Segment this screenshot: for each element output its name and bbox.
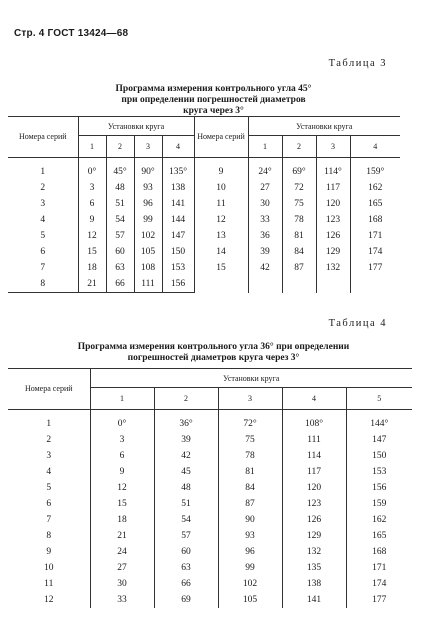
cell-value: 174 (350, 244, 400, 260)
series-number: 4 (46, 467, 52, 477)
cell-value: 36° (154, 410, 218, 433)
cell-value: 51 (106, 196, 134, 212)
table-row (8, 180, 400, 196)
table-row (8, 464, 412, 480)
cell-value: 96 (134, 196, 162, 212)
cell-value: 165 (350, 196, 400, 212)
series-number: 7 (40, 263, 46, 273)
cell-value: 141 (162, 196, 194, 212)
cell-value: 27 (248, 180, 282, 196)
cell-value: 60 (106, 244, 134, 260)
cell-value: 171 (346, 560, 412, 576)
cell-value: 162 (346, 512, 412, 528)
cell-value: 147 (162, 228, 194, 244)
cell-value: 171 (350, 228, 400, 244)
cell-value: 129 (282, 528, 346, 544)
cell-value: 144° (346, 410, 412, 433)
cell-value: 126 (282, 512, 346, 528)
cell-value: 45° (106, 158, 134, 181)
table3-caption-line: круга через 3° (183, 106, 244, 116)
series-number (194, 276, 248, 293)
cell-value: 6 (90, 448, 154, 464)
cell-value: 84 (218, 480, 282, 496)
cell-value: 54 (106, 212, 134, 228)
cell-value: 135 (282, 560, 346, 576)
cell-value: 48 (154, 480, 218, 496)
page-header: Стр. 4 ГОСТ 13424—68 (14, 28, 129, 39)
table-row (8, 544, 412, 560)
series-number: 5 (40, 231, 46, 241)
cell-value: 153 (162, 260, 194, 276)
series-number: 7 (46, 515, 52, 525)
cell-value: 150 (162, 244, 194, 260)
table4-caption (0, 342, 427, 364)
cell-value: 63 (154, 560, 218, 576)
cell-value: 69 (154, 592, 218, 608)
table3-subcol: 2 (282, 136, 316, 158)
cell-value: 141 (282, 592, 346, 608)
series-number: 2 (40, 183, 46, 193)
table3-subcol: 1 (248, 136, 282, 158)
table-row (8, 560, 412, 576)
series-number: 8 (46, 531, 52, 541)
cell-value: 150 (346, 448, 412, 464)
table-row (8, 480, 412, 496)
cell-value: 18 (90, 512, 154, 528)
cell-value: 111 (282, 432, 346, 448)
cell-value: 42 (248, 260, 282, 276)
cell-value: 162 (350, 180, 400, 196)
table3-group-header: Установки круга (78, 117, 194, 136)
cell-value: 12 (90, 480, 154, 496)
series-number: 10 (44, 563, 54, 573)
table-row (8, 212, 400, 228)
table4-caption-line: погрешностей диаметров круга через 3° (127, 353, 300, 363)
table-row (8, 448, 412, 464)
cell-value: 66 (106, 276, 134, 293)
table4-caption-line: Программа измерения контрольного угла 36° при определении (77, 342, 350, 352)
cell-value: 108° (282, 410, 346, 433)
cell-value: 159° (350, 158, 400, 181)
table3-subcol: 3 (316, 136, 350, 158)
cell-value: 21 (78, 276, 106, 293)
cell-value: 3 (90, 432, 154, 448)
series-number: 12 (44, 595, 54, 605)
series-number: 3 (46, 451, 52, 461)
table4-label: Таблица 4 (328, 318, 387, 329)
table3-label: Таблица 3 (328, 58, 387, 69)
series-number: 6 (40, 247, 46, 257)
cell-value: 99 (134, 212, 162, 228)
table-row (8, 576, 412, 592)
table-row (8, 276, 400, 293)
table-row (8, 228, 400, 244)
cell-value: 15 (78, 244, 106, 260)
cell-value: 69° (282, 158, 316, 181)
cell-value: 90 (218, 512, 282, 528)
table3-subcol: 4 (162, 136, 194, 158)
cell-value: 24 (90, 544, 154, 560)
cell-value: 3 (78, 180, 106, 196)
series-number: 12 (194, 212, 248, 228)
table3-subcol: 3 (134, 136, 162, 158)
cell-value: 72 (282, 180, 316, 196)
table-row (8, 244, 400, 260)
table3-subcol: 1 (78, 136, 106, 158)
cell-value: 117 (282, 464, 346, 480)
cell-value: 168 (346, 544, 412, 560)
cell-value: 30 (90, 576, 154, 592)
cell-value: 33 (248, 212, 282, 228)
cell-value: 144 (162, 212, 194, 228)
cell-value: 6 (78, 196, 106, 212)
cell-value: 12 (78, 228, 106, 244)
cell-value: 39 (154, 432, 218, 448)
cell-value: 45 (154, 464, 218, 480)
cell-value: 159 (346, 496, 412, 512)
table4-subcol: 1 (90, 388, 154, 410)
table-row (8, 158, 400, 181)
cell-value: 9 (78, 212, 106, 228)
cell-value (350, 276, 400, 293)
cell-value: 66 (154, 576, 218, 592)
cell-value: 132 (282, 544, 346, 560)
cell-value: 87 (218, 496, 282, 512)
table3-subcol: 4 (350, 136, 400, 158)
series-number: 15 (194, 260, 248, 276)
cell-value: 81 (282, 228, 316, 244)
table3-series-header: Номера серий (8, 117, 78, 158)
cell-value (248, 276, 282, 293)
cell-value: 153 (346, 464, 412, 480)
cell-value: 78 (282, 212, 316, 228)
table4-subcol: 2 (154, 388, 218, 410)
table3-group-header: Установки круга (248, 117, 400, 136)
cell-value: 138 (282, 576, 346, 592)
cell-value: 93 (218, 528, 282, 544)
cell-value: 0° (90, 410, 154, 433)
cell-value: 114° (316, 158, 350, 181)
cell-value: 156 (162, 276, 194, 293)
cell-value: 36 (248, 228, 282, 244)
table4-subcol: 3 (218, 388, 282, 410)
table-row (8, 592, 412, 608)
series-number: 1 (46, 419, 52, 429)
cell-value: 126 (316, 228, 350, 244)
cell-value: 72° (218, 410, 282, 433)
cell-value: 24° (248, 158, 282, 181)
series-number: 10 (194, 180, 248, 196)
table-row (8, 196, 400, 212)
cell-value (282, 276, 316, 293)
cell-value: 177 (350, 260, 400, 276)
series-number: 5 (46, 483, 52, 493)
table3-subcol: 2 (106, 136, 134, 158)
cell-value: 105 (218, 592, 282, 608)
cell-value: 93 (134, 180, 162, 196)
cell-value: 27 (90, 560, 154, 576)
cell-value (316, 276, 350, 293)
series-number: 6 (46, 499, 52, 509)
series-number: 9 (46, 547, 52, 557)
cell-value: 78 (218, 448, 282, 464)
table-row (8, 260, 400, 276)
cell-value: 18 (78, 260, 106, 276)
cell-value: 102 (134, 228, 162, 244)
cell-value: 21 (90, 528, 154, 544)
cell-value: 156 (346, 480, 412, 496)
series-number: 2 (46, 435, 52, 445)
cell-value: 120 (282, 480, 346, 496)
cell-value: 129 (316, 244, 350, 260)
cell-value: 123 (316, 212, 350, 228)
series-number: 4 (40, 215, 46, 225)
cell-value: 120 (316, 196, 350, 212)
cell-value: 75 (218, 432, 282, 448)
table4 (8, 368, 412, 608)
cell-value: 57 (154, 528, 218, 544)
cell-value: 102 (218, 576, 282, 592)
cell-value: 114 (282, 448, 346, 464)
cell-value: 147 (346, 432, 412, 448)
cell-value: 90° (134, 158, 162, 181)
table-row (8, 528, 412, 544)
table3-caption (0, 84, 427, 117)
cell-value: 111 (134, 276, 162, 293)
cell-value: 33 (90, 592, 154, 608)
series-number: 13 (194, 228, 248, 244)
series-number: 3 (40, 199, 46, 209)
table3-series-header: Номера серий (194, 117, 248, 158)
cell-value: 105 (134, 244, 162, 260)
series-number: 8 (8, 276, 78, 293)
series-number: 9 (194, 158, 248, 181)
cell-value: 117 (316, 180, 350, 196)
series-number: 11 (194, 196, 248, 212)
cell-value: 15 (90, 496, 154, 512)
table3 (8, 116, 400, 293)
table4-group-header: Установки круга (90, 369, 412, 388)
cell-value: 54 (154, 512, 218, 528)
series-number: 1 (40, 167, 46, 177)
cell-value: 48 (106, 180, 134, 196)
cell-value: 87 (282, 260, 316, 276)
cell-value: 138 (162, 180, 194, 196)
table3-caption-line: при определении погрешностей диаметров (121, 95, 306, 105)
cell-value: 96 (218, 544, 282, 560)
cell-value: 63 (106, 260, 134, 276)
cell-value: 99 (218, 560, 282, 576)
table-row (8, 410, 412, 433)
series-number: 14 (194, 244, 248, 260)
cell-value: 174 (346, 576, 412, 592)
cell-value: 39 (248, 244, 282, 260)
table-row (8, 496, 412, 512)
cell-value: 30 (248, 196, 282, 212)
cell-value: 135° (162, 158, 194, 181)
cell-value: 108 (134, 260, 162, 276)
cell-value: 75 (282, 196, 316, 212)
cell-value: 132 (316, 260, 350, 276)
cell-value: 165 (346, 528, 412, 544)
cell-value: 177 (346, 592, 412, 608)
table-row (8, 512, 412, 528)
table4-subcol: 5 (346, 388, 412, 410)
table-row (8, 432, 412, 448)
cell-value: 123 (282, 496, 346, 512)
table4-series-header: Номера серий (8, 369, 90, 410)
table3-caption-line: Программа измерения контрольного угла 45° (115, 84, 312, 94)
cell-value: 9 (90, 464, 154, 480)
cell-value: 60 (154, 544, 218, 560)
cell-value: 51 (154, 496, 218, 512)
cell-value: 84 (282, 244, 316, 260)
cell-value: 81 (218, 464, 282, 480)
cell-value: 57 (106, 228, 134, 244)
cell-value: 0° (78, 158, 106, 181)
cell-value: 42 (154, 448, 218, 464)
series-number: 11 (44, 579, 54, 589)
cell-value: 168 (350, 212, 400, 228)
table4-subcol: 4 (282, 388, 346, 410)
